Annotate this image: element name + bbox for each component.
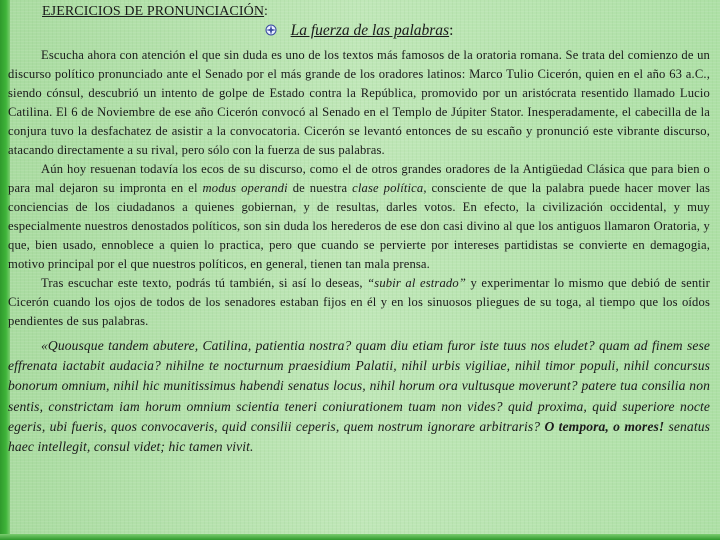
emphasis-clase-politica: clase política, (352, 181, 427, 195)
compass-rose-bullet-icon (265, 24, 277, 36)
emphasis-subir-estrado: “subir al estrado” (367, 276, 466, 290)
subtitle-row (8, 22, 710, 46)
document-body (8, 0, 710, 457)
section-title-colon: : (264, 4, 269, 19)
header (8, 0, 710, 22)
quote-bold-exclamation: O tempora, o mores! (544, 418, 665, 434)
paragraph-instructions: Tras escuchar este texto, podrás tú también, si así lo deseas, “subir al estrado” y experimentar lo mismo que debió de sentir Cicerón cuando los ojos de todos de los senadores estaban fijos en él y en los sinuosos pliegues de su toga, al tiempo que los oídos pendientes de sus palabras. (8, 276, 710, 328)
subtitle: La fuerza de las palabras (290, 22, 450, 39)
latin-quote: «Quousque tandem abutere, Catilina, patientia nostra? quam diu etiam furor iste tuus nos eludet? quam ad finem sese effrenata iactabit audacia? nihilne te nocturnum praesidium Palatii, nihil urbis vigiliae, nihil timor populi, nihil concursus bonorum omnium, nihil hic munitissimus habendi senatus locus, nihil horum ora vultusque moverunt? patere tua consilia non sentis, constrictam iam horum omnium scientia teneri coniurationem tuam non vides? quid proxima, quid superiore nocte egeris, ubi fueris, quos convocaveris, quid consilii ceperis, quem nostrum ignorare arbitraris? O tempora, o mores! senatus haec intellegit, consul videt; hic tamen vivit. (8, 338, 710, 455)
paragraph-intro: Escucha ahora con atención el que sin duda es uno de los textos más famosos de la oratoria romana. Se trata del comienzo de un discurso político pronunciado ante el Senado por el más grande de los oradores latinos: Marco Tulio Cicerón, quien en el año 63 a.C., siendo cónsul, descubrió un intento de golpe de Estado contra la República, promovido por un aristócrata resentido llamado Lucio Catilina. El 6 de Noviembre de ese año Cicerón convocó al Senado en el Templo de Júpiter Stator. Inesperadamente, el cabecilla de la conjura tuvo la desfachatez de asistir a la convocatoria. Cicerón se levantó entonces de su escaño y pronunció este vibrante discurso, atacando directamente a su rival, pero sólo con la fuerza de sus palabras. (8, 48, 710, 157)
section-title: EJERCICIOS DE PRONUNCIACIÓN: (42, 4, 269, 19)
emphasis-modus-operandi: modus operandi (202, 181, 288, 195)
paragraph-legacy: Aún hoy resuenan todavía los ecos de su discurso, como el de otros grandes oradores de la Antigüedad Clásica que para bien o para mal dejaron su impronta en el modus operandi de nuestra clase política, consciente de que la palabra puede hacer mover las conciencias de los ciudadanos a quienes gobiernan, y de resultas, darles votos. En efecto, la civilización occidental, y muy especialmente nuestros denostados políticos, son sin duda los herederos de ese don casi divino al que los antiguos llamaron Oratoria, y que, bien usado, ennoblece a quien lo practica, pero que cuando se pervierte por intereses partidistas se convierte en demagogia, motivo principal por el que nuestros políticos, en general, tienen tan mala prensa. (8, 162, 711, 271)
subtitle-colon: : (449, 22, 454, 39)
bottom-green-stripe (0, 534, 720, 540)
